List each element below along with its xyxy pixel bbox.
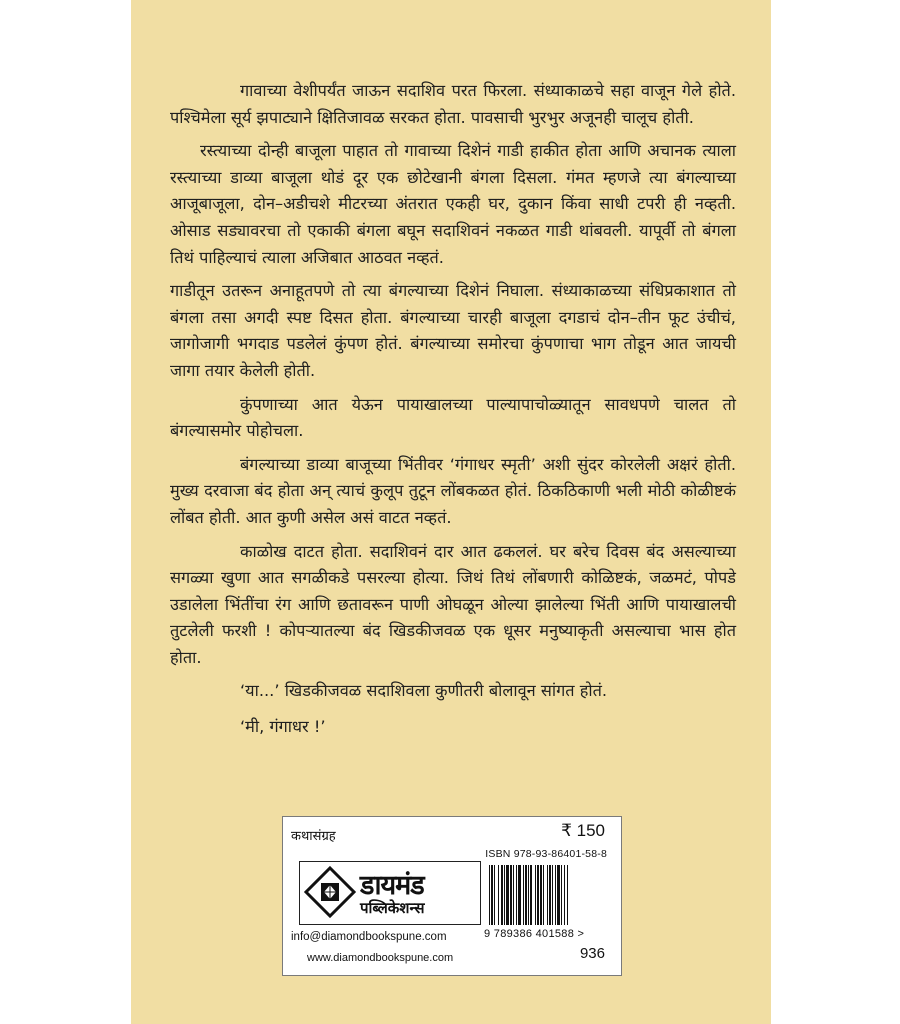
barcode-bar (516, 865, 517, 925)
barcode-bar (535, 865, 536, 925)
barcode-bar (567, 865, 568, 925)
publisher-subtitle: पब्लिकेशन्स (360, 899, 425, 917)
barcode-bar (540, 865, 542, 925)
barcode-bar (564, 865, 565, 925)
barcode-bar (549, 865, 551, 925)
diamond-logo-icon (304, 866, 356, 918)
barcode-number: 9 789386 401588 > (484, 928, 585, 940)
price-label: ₹ 150 (561, 821, 605, 840)
barcode-bar (552, 865, 553, 925)
story-paragraph: गाडीतून उतरून अनाहूतपणे तो त्या बंगल्याच्या दिशेनं निघाला. संध्याकाळच्या संधिप्रकाशात तो बंगला तसा अगदी स्पष्ट दिसत होता. बंगल्याच्या चारही बाजूला दगडाचं दोन–तीन फूट उंचीचं, जागोजागी भगदाड पडलेलं कुंपण होतं. बंगल्याच्या समोरचा कुंपणाचा भाग तोडून आत जायची जागा तयार केलेली होती. (170, 281, 736, 380)
publisher-logo (299, 861, 481, 925)
story-paragraph: बंगल्याच्या डाव्या बाजूच्या भिंतीवर ‘गंगाधर स्मृती’ अशी सुंदर कोरलेली अक्षरं होती. मुख्य दरवाजा बंद होता अन् त्याचं कुलूप तुटून लोंबकळत होतं. ठिकठिकाणी भली मोठी कोळीष्टकं लोंबत होती. आत कुणी असेल असं वाटत नव्हतं. (170, 454, 736, 527)
dialogue-line: ‘या...’ खिडकीजवळ सदाशिवला कुणीतरी बोलावून सांगत होतं. (240, 681, 608, 701)
barcode-bar (494, 865, 495, 925)
barcode-bar (557, 865, 560, 925)
email-text: info@diamondbookspune.com (291, 931, 447, 943)
isbn-label: ISBN 978-93-86401-58-8 (485, 848, 607, 860)
barcode-bar (547, 865, 548, 925)
barcode-bar (498, 865, 499, 925)
publisher-name: डायमंड (360, 870, 424, 901)
barcode-bar (501, 865, 503, 925)
barcode-bar (506, 865, 509, 925)
barcode-bar (489, 865, 490, 925)
genre-label: कथासंग्रह (291, 829, 336, 844)
website-text: www.diamondbookspune.com (307, 952, 454, 964)
barcode-bar (530, 865, 532, 925)
publisher-info-box (282, 816, 622, 976)
catalog-code: 936 (579, 945, 605, 962)
barcode-bar (523, 865, 524, 925)
barcode-bar (561, 865, 562, 925)
dialogue-line: ‘मी, गंगाधर !’ (240, 717, 326, 737)
barcode-bar (543, 865, 544, 925)
story-paragraph: गावाच्या वेशीपर्यंत जाऊन सदाशिव परत फिरला. संध्याकाळचे सहा वाजून गेले होते. पश्चिमेला सूर्य झपाट्याने क्षितिजावळ सरकत होता. पावसाची भुरभुर अजूनही चालूच होती. (170, 81, 736, 127)
story-paragraph: काळोख दाटत होता. सदाशिवनं दार आत ढकललं. घर बरेच दिवस बंद असल्याच्या सगळ्या खुणा आत सगळीकडे पसरल्या होत्या. जिथं तिथं लोंबणारी कोळिष्टकं, जळमटं, पोपडे उडालेला भिंतींचा रंग आणि छतावरून पाणी ओघळून ओल्या झालेल्या भिंती आणि पायाखालची तुटलेली फरशी ! कोपऱ्यातल्या बंद खिडकीजवळ एक धूसर मनुष्याकृती असल्याचा भास होत होता. (170, 541, 736, 667)
barcode-bar (491, 865, 493, 925)
barcode-bar (518, 865, 521, 925)
barcode-bar (510, 865, 512, 925)
barcode-bar (504, 865, 505, 925)
barcode-bar (537, 865, 539, 925)
barcode-bar (513, 865, 514, 925)
barcode-bar (555, 865, 556, 925)
story-excerpt (170, 78, 736, 750)
barcode-bar (525, 865, 527, 925)
barcode-bar (528, 865, 529, 925)
story-paragraph: कुंपणाच्या आत येऊन पायाखालच्या पाल्यापाचोळ्यातून सावधपणे चालत तो बंगल्यासमोर पोहोचला. (170, 394, 736, 441)
isbn-barcode (487, 865, 599, 925)
story-paragraph: रस्त्याच्या दोन्ही बाजूला पाहात तो गावाच्या दिशेनं गाडी हाकीत होता आणि अचानक त्याला रस्त्याच्या डाव्या बाजूला थोडं दूर एक छोटेखानी बंगला दिसला. गंमत म्हणजे त्या बंगल्याच्या आजूबाजूला, दोन–अडीचशे मीटरच्या अंतरात एकही घर, दुकान किंवा साधी टपरी ही नव्हती. ओसाड सड्यावरचा तो एकाकी बंगला बघून सदाशिवनं नकळत गाडी थांबवली. यापूर्वी तो बंगला तिथं पाहिल्याचं त्याला अजिबात आठवत नव्हतं. (170, 141, 736, 267)
